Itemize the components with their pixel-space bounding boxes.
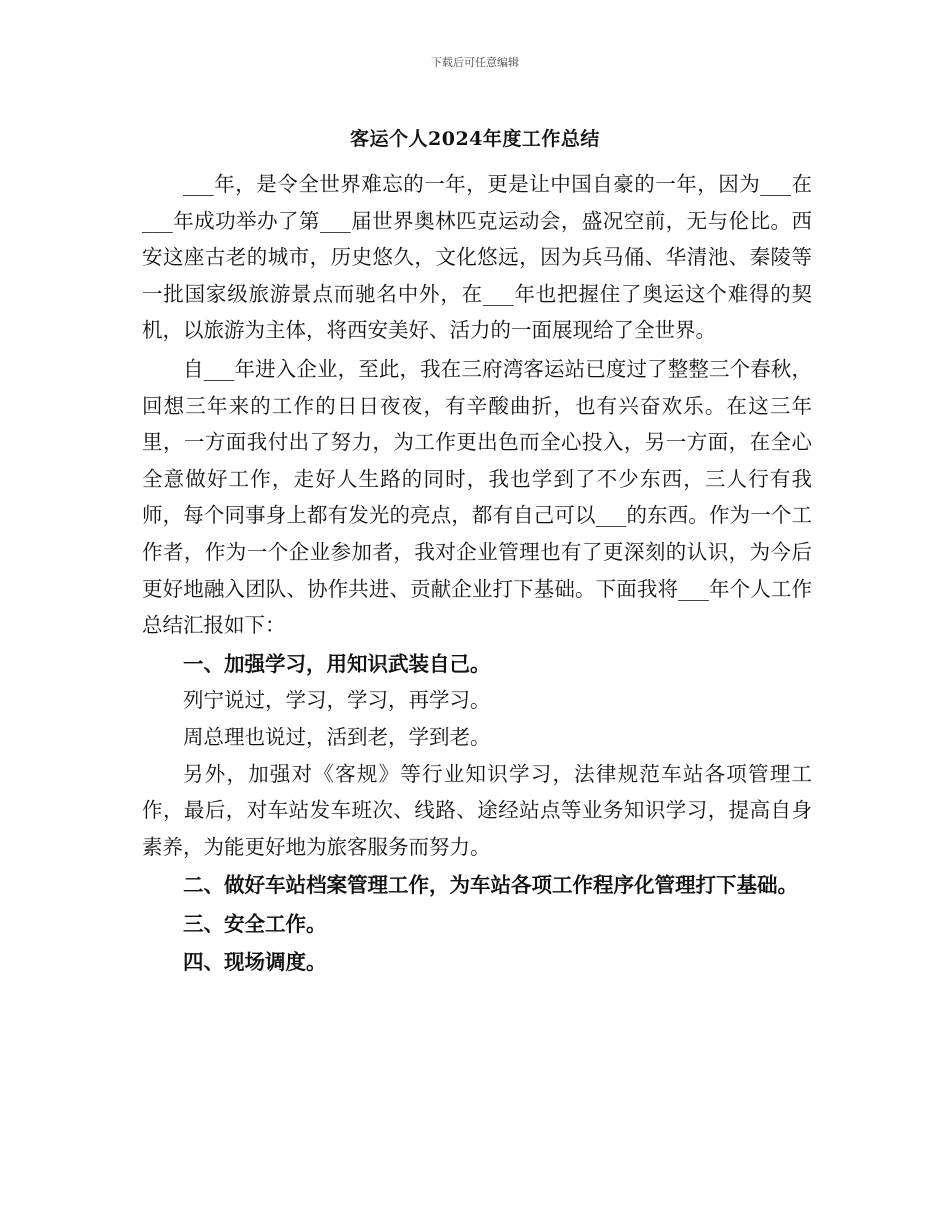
- paragraph-intro: ___年，是令全世界难忘的一年，更是让中国自豪的一年，因为___在___年成功举办了第___届世界奥林匹克运动会，盛况空前，无与伦比。西安这座古老的城市，历史悠久，文化悠远，因为兵马俑、华清池、秦陵等一批国家级旅游景点而驰名中外，在___年也把握住了奥运这个难得的契机，以旅游为主体，将西安美好、活力的一面展现给了全世界。: [142, 172, 812, 343]
- paragraph-experience: 自___年进入企业，至此，我在三府湾客运站已度过了整整三个春秋，回想三年来的工作的日日夜夜，有辛酸曲折，也有兴奋欢乐。在这三年里，一方面我付出了努力，为工作更出色而全心投入，另一方面，在全心全意做好工作，走好人生路的同时，我也学到了不少东西，三人行有我师，每个同事身上都有发光的亮点，都有自己可以___的东西。作为一个工作者，作为一个企业参加者，我对企业管理也有了更深刻的认识，为今后更好地融入团队、协作共进、贡献企业打下基础。下面我将___年个人工作总结汇报如下：: [142, 356, 812, 638]
- page-header-note: 下载后可任意编辑: [431, 56, 519, 69]
- section-heading-4: 四、现场调度。: [183, 950, 327, 975]
- section-heading-2: 二、做好车站档案管理工作，为车站各项工作程序化管理打下基础。: [183, 873, 798, 898]
- section-heading-3: 三、安全工作。: [183, 911, 327, 936]
- document-title: 客运个人2024年度工作总结: [350, 128, 600, 150]
- section-heading-1: 一、加强学习，用知识武装自己。: [183, 651, 491, 676]
- document-body: [142, 166, 812, 981]
- paragraph-quote-zhou: 周总理也说过，活到老，学到老。: [183, 724, 491, 749]
- paragraph-quote-lenin: 列宁说过，学习，学习，再学习。: [183, 688, 491, 713]
- paragraph-study: 另外，加强对《客规》等行业知识学习，法律规范车站各项管理工作，最后，对车站发车班次、线路、途经站点等业务知识学习，提高自身素养，为能更好地为旅客服务而努力。: [142, 761, 812, 859]
